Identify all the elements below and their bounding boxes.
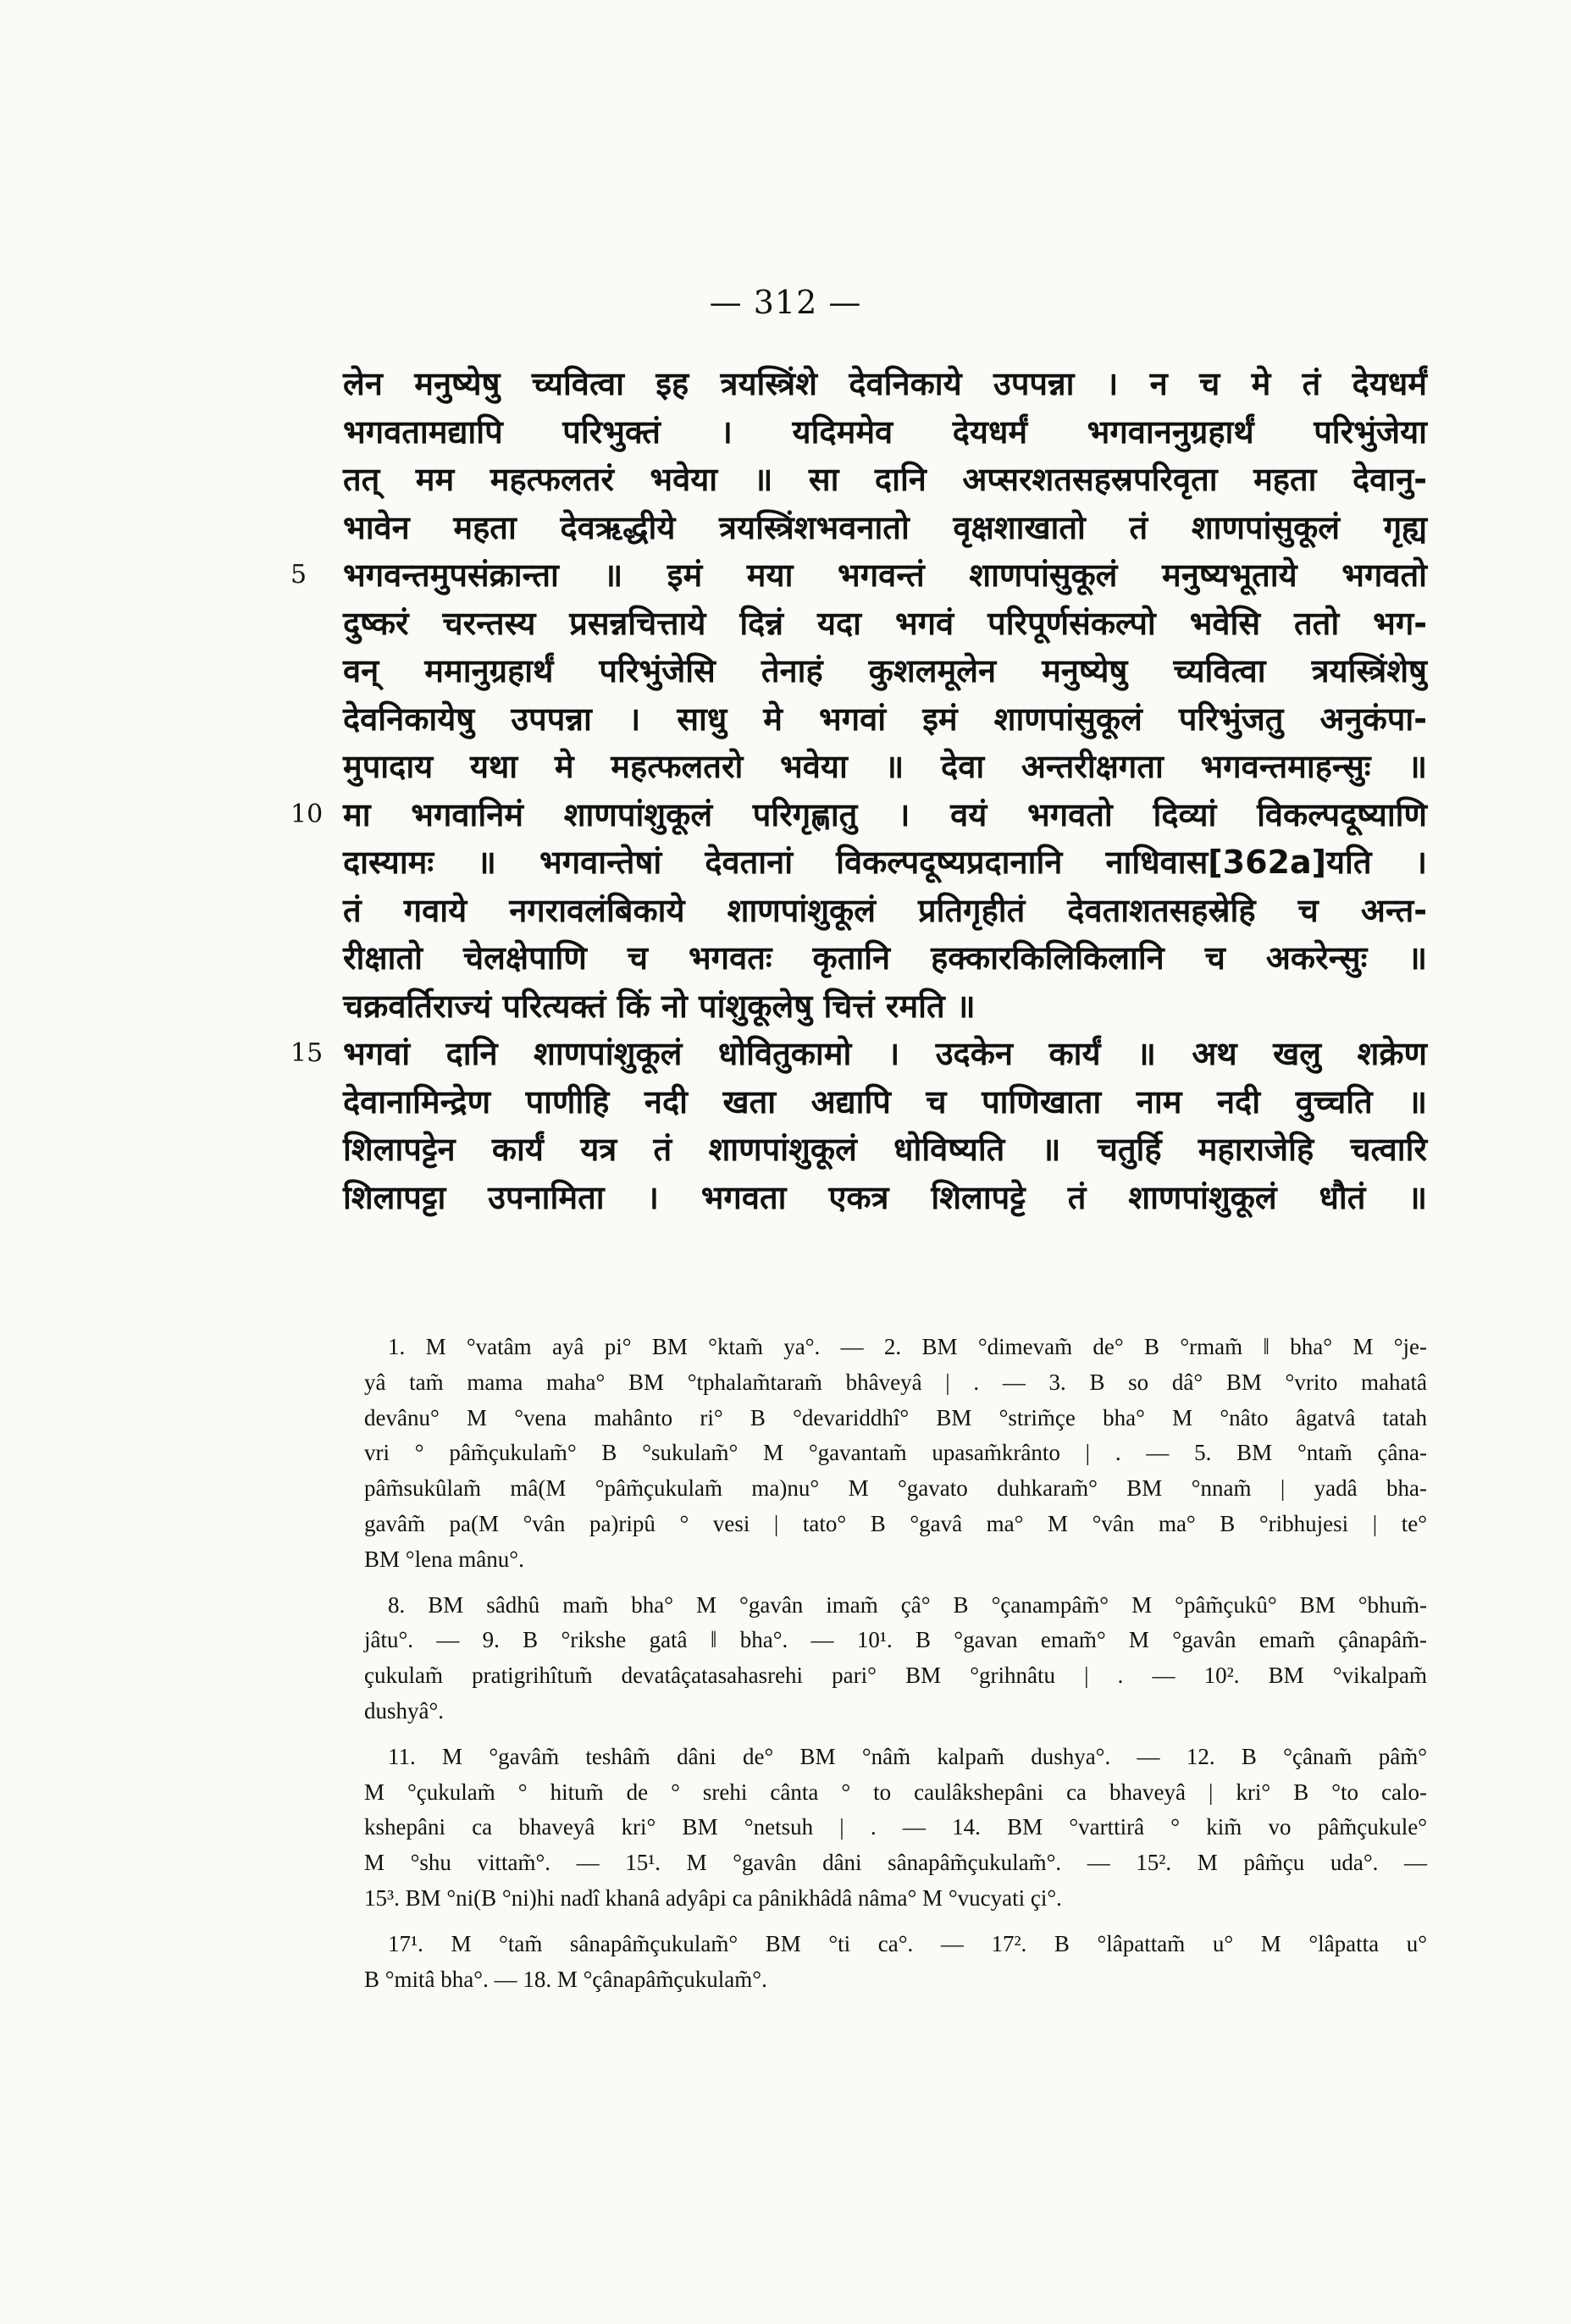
footnote-line: çukulam̃ pratigrihîtum̃ devatâçatasahasrehi pari° BM °grihnâtu | . — 10². BM °vikalpam̃ [364, 1663, 1427, 1689]
text-line [343, 1174, 1427, 1222]
line-text: रीक्षातो चेलक्षेपाणि च भगवतः कृतानि हक्कारकिलिकिलानि च अकरेन्सुः ॥ [343, 939, 1427, 977]
footnote-line: dushyâ°. [364, 1697, 445, 1724]
footnote-line: 11. M °gavâm̃ teshâm̃ dâni de° BM °nâm̃ kalpam̃ dushya°. — 12. B °çânam̃ pâm̃° [388, 1743, 1427, 1769]
line-number: 5 [290, 560, 307, 589]
line-text: देवनिकायेषु उपपन्ना । साधु मे भगवां इमं शाणपांसुकूलं परिभुंजतु अनुकंपा- [343, 700, 1427, 738]
line-text: भगवतामद्यापि परिभुक्तं । यदिममेव देयधर्मं भगवाननुग्रहार्थं परिभुंजेया [343, 412, 1427, 451]
page-number: — 312 — [709, 284, 862, 321]
text-line [343, 695, 1427, 744]
footnote-line: jâtu°. — 9. B °rikshe gatâ ‖ bha°. — 10¹. B °gavan emam̃° M °gavân emam̃ çânapâm̃- [364, 1627, 1427, 1653]
text-line [343, 887, 1427, 935]
line-text: दास्यामः ॥ भगवान्तेषां देवतानां विकल्पदूष्यप्रदानानि नाधिवास[362a]यति । [343, 844, 1427, 881]
text-line [343, 408, 1427, 456]
footnote-group [364, 1927, 1427, 1998]
footnote-line: 17¹. M °tam̃ sânapâm̃çukulam̃° BM °ti ca°. — 17². B °lâpattam̃ u° M °lâpatta u° [388, 1930, 1427, 1956]
line-text: भगवन्तमुपसंक्रान्ता ॥ इमं मया भगवन्तं शाणपांसुकूलं मनुष्यभूताये भगवतो [343, 556, 1427, 594]
text-line [290, 1030, 1427, 1078]
line-text: शिलापट्टेन कार्यं यत्र तं शाणपांशुकूलं धोविष्यति ॥ चतुर्हि महाराजेहि चत्वारि [343, 1131, 1427, 1168]
text-line [343, 743, 1427, 791]
text-line [343, 504, 1427, 552]
text-line [343, 456, 1427, 504]
footnote-line: yâ tam̃ mama maha° BM °tphalam̃taram̃ bhâveyâ | . — 3. B so dâ° BM °vrito mahatâ [364, 1369, 1427, 1395]
footnote-line: 1. M °vatâm ayâ pi° BM °ktam̃ ya°. — 2. BM °dimevam̃ de° B °rmam̃ ‖ bha° M °je- [388, 1334, 1427, 1359]
text-line [290, 791, 1427, 839]
footnote-line: M °çukulam̃ ° hitum̃ de ° srehi cânta ° to caulâkshepâni ca bhaveyâ | kri° B °to calo- [364, 1779, 1427, 1805]
line-text: भगवां दानि शाणपांशुकूलं धोवितुकामो । उदकेन कार्यं ॥ अथ खलु शक्रेण [343, 1035, 1427, 1072]
text-line [343, 838, 1427, 887]
line-text: वन् ममानुग्रहार्थं परिभुंजेसि तेनाहं कुशलमूलेन मनुष्येषु च्यवित्वा त्रयस्त्रिंशेषु [343, 652, 1427, 689]
footnote-line: devânu° M °vena mahânto ri° B °devariddhî° BM °strim̃çe bha° M °nâto âgatvâ tatah [364, 1404, 1427, 1430]
text-line [343, 360, 1427, 408]
line-text: मा भगवानिमं शाणपांशुकूलं परिगृह्णातु । वयं भगवतो दिव्यां विकल्पदूष्याणि [343, 795, 1427, 833]
footnote-line: 8. BM sâdhû mam̃ bha° M °gavân imam̃ çâ° B °çanampâm̃° M °pâm̃çukû° BM °bhum̃- [388, 1591, 1427, 1618]
line-text: मुपादाय यथा मे महत्फलतरो भवेया ॥ देवा अन्तरीक्षगता भगवन्तमाहन्सुः ॥ [343, 748, 1427, 785]
line-text: लेन मनुष्येषु च्यवित्वा इह त्रयस्त्रिंशे देवनिकाये उपपन्ना । न च मे तं देयधर्मं [343, 365, 1427, 402]
footnote-line: gavâm̃ pa(M °vân pa)ripû ° vesi | tato° B °gavâ ma° M °vân ma° B °ribhujesi | te° [364, 1510, 1427, 1536]
text-line [343, 982, 1427, 1031]
footnote-group [364, 1330, 1427, 1578]
line-number: 15 [290, 1038, 324, 1068]
line-number: 10 [290, 799, 324, 829]
text-line [343, 647, 1427, 695]
text-line [343, 600, 1427, 648]
text-line [290, 551, 1427, 600]
sanskrit-text-block [290, 360, 1427, 1221]
line-text: देवानामिन्द्रेण पाणीहि नदी खता अद्यापि च पाणिखाता नाम नदी वुच्चति ॥ [343, 1082, 1427, 1120]
footnote-line: kshepâni ca bhaveyâ kri° BM °netsuh | . — 14. BM °varttirâ ° kim̃ vo pâm̃çukule° [364, 1814, 1427, 1840]
footnote-line: M °shu vittam̃°. — 15¹. M °gavân dâni sânapâm̃çukulam̃°. — 15². M pâm̃çu uda°. — [364, 1850, 1427, 1876]
text-line [343, 1126, 1427, 1174]
footnote-line: pâm̃sukûlam̃ mâ(M °pâm̃çukulam̃ ma)nu° M °gavato duhkaram̃° BM °nnam̃ | yadâ bha- [364, 1475, 1427, 1502]
line-text: दुष्करं चरन्तस्य प्रसन्नचित्ताये दिन्नं यदा भगवं परिपूर्णसंकल्पो भवेसि ततो भग- [343, 604, 1427, 642]
footnote-line: B °mitâ bha°. — 18. M °çânapâm̃çukulam̃°. [364, 1966, 767, 1992]
text-line [343, 934, 1427, 982]
footnote-group [364, 1588, 1427, 1729]
line-text: चक्रवर्तिराज्यं परित्यक्तं किं नो पांशुकूलेषु चित्तं रमति ॥ [343, 987, 976, 1025]
footnotes-block [364, 1330, 1427, 1997]
line-text: तत् मम महत्फलतरं भवेया ॥ सा दानि अप्सरशतसहस्रपरिवृता महता देवानु- [343, 461, 1427, 498]
line-text: तं गवाये नगरावलंबिकाये शाणपांशुकूलं प्रतिगृहीतं देवताशतसहस्रेहि च अन्त- [343, 891, 1427, 929]
line-text: शिलापट्टा उपनामिता । भगवता एकत्र शिलापट्टे तं शाणपांशुकूलं धौतं ॥ [343, 1178, 1427, 1216]
footnote-line: vri ° pâm̃çukulam̃° B °sukulam̃° M °gavantam̃ upasam̃krânto | . — 5. BM °ntam̃ çâna- [364, 1440, 1427, 1466]
line-text: भावेन महता देवऋद्धीये त्रयस्त्रिंशभवनातो वृक्षशाखातो तं शाणपांसुकूलं गृह्य [343, 508, 1427, 546]
footnote-line: 15³. BM °ni(B °ni)hi nadî khanâ adyâpi ca pânikhâdâ nâma° M °vucyati çi°. [364, 1884, 1062, 1911]
footnote-group [364, 1740, 1427, 1917]
text-line [343, 1078, 1427, 1126]
footnote-line: BM °lena mânu°. [364, 1546, 524, 1572]
